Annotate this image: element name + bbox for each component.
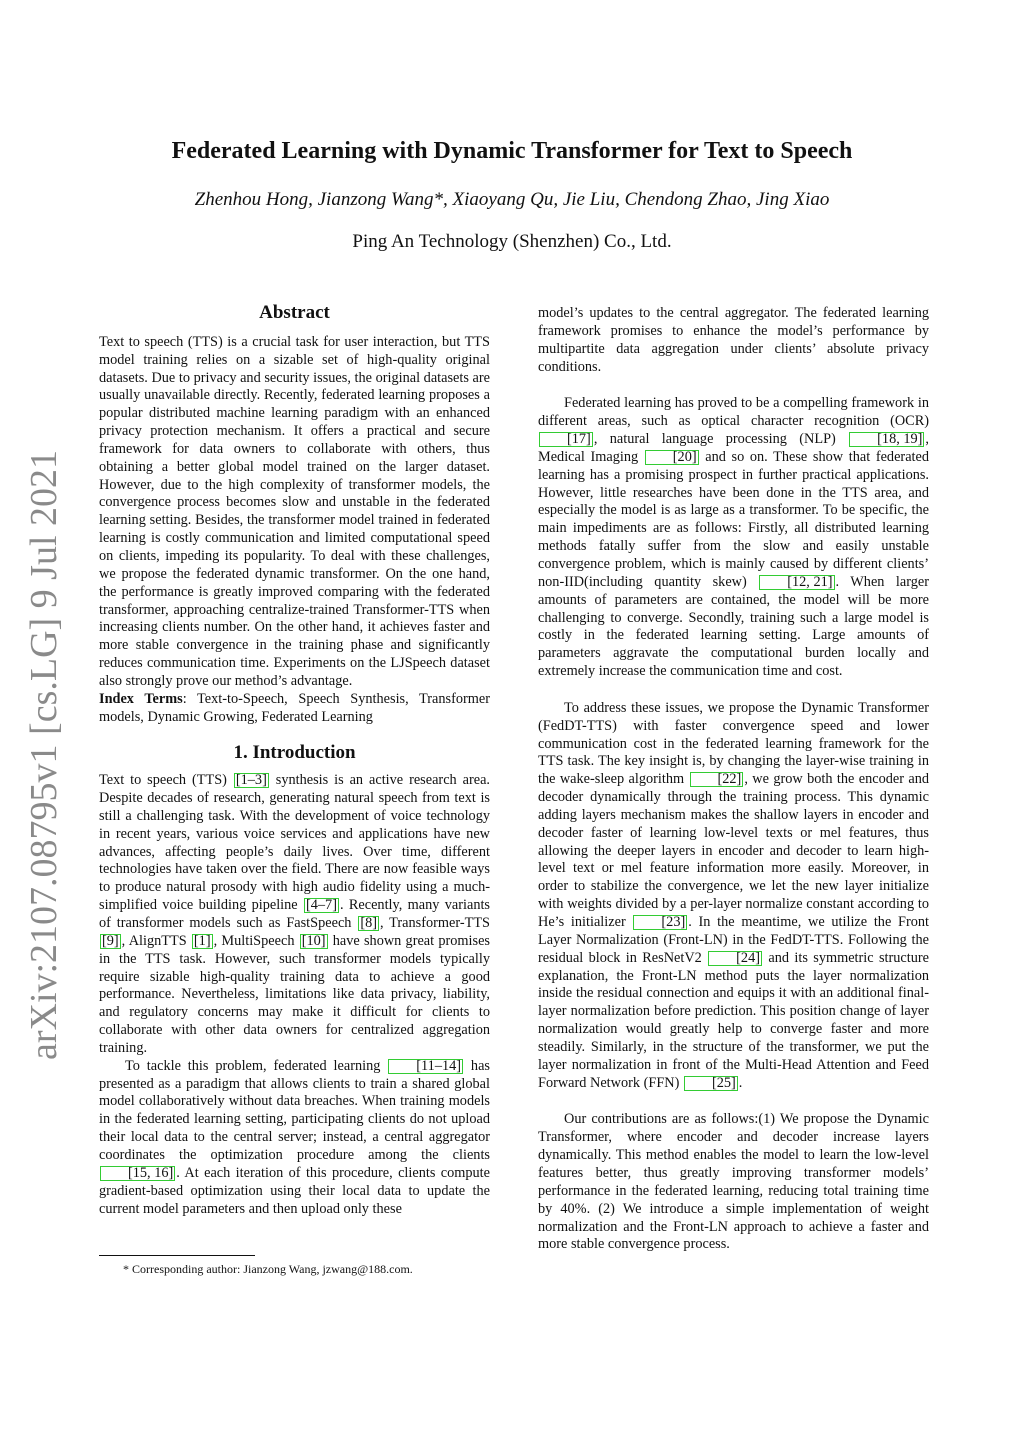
text-span: and so on. These show that federated learning has a promising prospect in further practical applications. However, little researches have been done in the TTS area, and especially the model is as large as a transformer. To be specific, the main impediments are as follows: Firstly, all distributed learning methods fatally suffer from the slow and easily unstable convergence problem, which is mainly caused by different clients’ non-IID(including quantity skew) — [538, 448, 930, 590]
paragraph-gap — [538, 1092, 929, 1111]
text-span: . At each iteration of this procedure, clients compute gradient-based optimization using their local data to update the current model parameters and then upload only these — [99, 1164, 490, 1217]
citation-link[interactable]: [18, 19] — [849, 432, 924, 447]
text-span: and its symmetric structure explanation, the Front-LN method puts the layer normalization inside the residual connection and equips it with an additional final-layer normalization before prediction. This position change of layer normalization would greatly help to converge faster and more steadily. Similarly, in the structure of the transformer, we put the layer normalization in front of the Multi-Head Attention and Feed Forward Network (FFN) — [538, 949, 929, 1091]
citation-link[interactable]: [24] — [708, 951, 762, 966]
text-span: synthesis is an active research area. Despite decades of research, generating natural speech from text is still a challenging task. With the development of voice technology in recent years, various voice services and applications have new advances, affecting people’s daily lives. Over time, different technologies have taken over the field. There are now feasible ways to produce natural prosody with high audio fidelity using a much-simplified voice building pipeline — [99, 772, 490, 914]
text-span: Federated learning has proved to be a compelling framework in different areas, such as optical character recognition (OCR) — [538, 395, 929, 430]
text-span: , Medical Imaging — [538, 431, 929, 465]
citation-link[interactable]: [20] — [645, 450, 699, 465]
citation-link[interactable]: [8] — [360, 915, 377, 931]
arxiv-identifier-text: arXiv:2107.08795v1 [cs.LG] 9 Jul 2021 — [23, 449, 65, 1061]
index-terms-label: Index Terms — [99, 690, 183, 707]
abstract-heading: Abstract — [259, 302, 330, 323]
text-span: To tackle this problem, federated learning — [125, 1057, 388, 1074]
paragraph-gap — [538, 376, 929, 395]
citation-link[interactable]: [17] — [539, 432, 593, 447]
citation-link[interactable]: [11–14] — [388, 1059, 463, 1074]
text-span: have shown great promises in the TTS task. However, such transformer models typically require sizable high-quality training data to achieve a good performance. Nevertheless, limitations like data privacy, liability, and regulatory concerns may make it difficult for clients to collaborate with other data owners for centralized aggregation training. — [99, 932, 490, 1056]
citation-link[interactable]: [1] — [193, 932, 211, 949]
text-span: . Recently, many variants of transformer models such as FastSpeech — [99, 897, 490, 931]
text-span: , we grow both the encoder and decoder dynamically through the training process. This dynamic adding layers mechanism makes the shallow layers in encoder and decoder faster of learning low-level texts or mel features, thus allowing the deeper layers in encoder and decoder to learn high-level text or mel feature information more easily. Moreover, in order to stabilize the convergence, we let the new layer initialize with weights divided by a per-layer normalize constant according to He’s initializer — [538, 771, 929, 930]
citation-link[interactable]: [15, 16] — [100, 1166, 175, 1181]
citation-link[interactable]: [12, 21] — [759, 575, 834, 590]
citation-link[interactable]: [22] — [690, 772, 744, 787]
text-span: To address these issues, we propose the Dynamic Transformer (FedDT-TTS) with faster convergence speed and lower communication cost in the federated learning framework for the TTS task. The key insight is, by changing the layer-wise training in the wake-sleep algorithm — [538, 699, 929, 788]
citation-link[interactable]: [10] — [301, 932, 326, 949]
footnote: * Corresponding author: Jianzong Wang, jzwang@188.com. — [123, 1262, 413, 1276]
paragraph-gap — [538, 681, 929, 700]
author-list: Zhenhou Hong, Jianzong Wang*, Xiaoyang Qu, Jie Liu, Chendong Zhao, Jing Xiao — [194, 189, 830, 210]
abstract-text: Text to speech (TTS) is a crucial task for user interaction, but TTS model training relies on a sizable set of high-quality original datasets. Due to privacy and security issues, the original datasets are usually unavailable directly. Recently, federated learning proposes a popular distributed machine learning paradigm with an enhanced privacy protection mechanism. It offers a practical and secure framework for data owners to collaborate with others, thus obtaining a better global model trained on the larger dataset. However, due to the high complexity of transformer models, the convergence process becomes slow and unstable in the federated learning setting. Besides, the transformer model trained in federated learning is costly communication and limited computational speed on clients, impeding its popularity. To deal with these challenges, we propose the federated dynamic transformer. On the one hand, the performance is greatly improved comparing with the federated transformer, approaching centralize-trained Transformer-TTS when increasing clients number. On the other hand, it achieves faster and more stable convergence in the training phase and significantly reduces communication time. Experiments on the LJSpeech dataset also strongly prove our method’s advantage. — [99, 333, 490, 689]
intro-paragraph-2 — [99, 1058, 490, 1219]
index-terms — [99, 691, 490, 727]
section-heading-introduction: 1. Introduction — [233, 742, 356, 764]
text-span: , Transformer-TTS — [379, 915, 491, 931]
right-paragraph-0: model’s updates to the central aggregator. The federated learning framework promises to enhance the model’s performance by multipartite data aggregation under clients’ absolute privacy conditions. — [538, 305, 929, 375]
right-column — [538, 305, 929, 1254]
text-span: . In the meantime, we utilize the Front Layer Normalization (Front-LN) in the FedDT-TTS. Following the residual block in ResNetV2 — [538, 914, 929, 966]
text-span: , AlignTTS — [121, 932, 191, 949]
text-span: , MultiSpeech — [213, 932, 299, 949]
arxiv-identifier — [16, 449, 72, 1061]
citation-link[interactable]: [9] — [102, 932, 119, 949]
text-span: , natural language processing (NLP) — [593, 431, 849, 448]
text-span: . When larger amounts of parameters are contained, the model will be more challenging to converge. Secondly, training such a large model is costly in the federated learning setting. Large amounts of parameters aggravate the computational burden locally and extremely increase the communication time and cost. — [538, 573, 929, 680]
citation-link[interactable]: [23] — [633, 915, 687, 930]
left-column — [99, 304, 490, 1218]
citation-link[interactable]: [4–7] — [305, 897, 337, 914]
text-span: . — [738, 1074, 743, 1091]
citation-link[interactable]: [1–3] — [235, 772, 267, 789]
paper-title: Federated Learning with Dynamic Transformer for Text to Speech — [171, 138, 853, 164]
index-terms-text: : Text-to-Speech, Speech Synthesis, Transformer models, Dynamic Growing, Federated Learning — [99, 690, 490, 725]
affiliation: Ping An Technology (Shenzhen) Co., Ltd. — [352, 231, 672, 252]
intro-paragraph-1 — [99, 772, 490, 1058]
right-paragraph-2 — [538, 700, 929, 1093]
text-span: has presented as a paradigm that allows clients to train a shared global model collaboratively without data breaches. When training models in the federated learning setting, participating clients do not upload their local data to the central server; instead, a central aggregator coordinates the optimization procedure among the clients — [99, 1057, 490, 1163]
right-paragraph-3: Our contributions are as follows:(1) We propose the Dynamic Transformer, where encoder and decoder increase layers dynamically. This method enables the model to learn the low-level features better, thus greatly improving transformer models’ performance in the federated learning, reducing total training time by 40%. (2) We introduce a simple implementation of weight normalization and the Front-LN approach to achieve a faster and more stable convergence process. — [538, 1111, 929, 1253]
footnote-rule — [99, 1255, 255, 1256]
citation-link[interactable]: [25] — [684, 1076, 738, 1091]
text-span: Text to speech (TTS) — [99, 772, 233, 789]
right-paragraph-1 — [538, 395, 929, 681]
